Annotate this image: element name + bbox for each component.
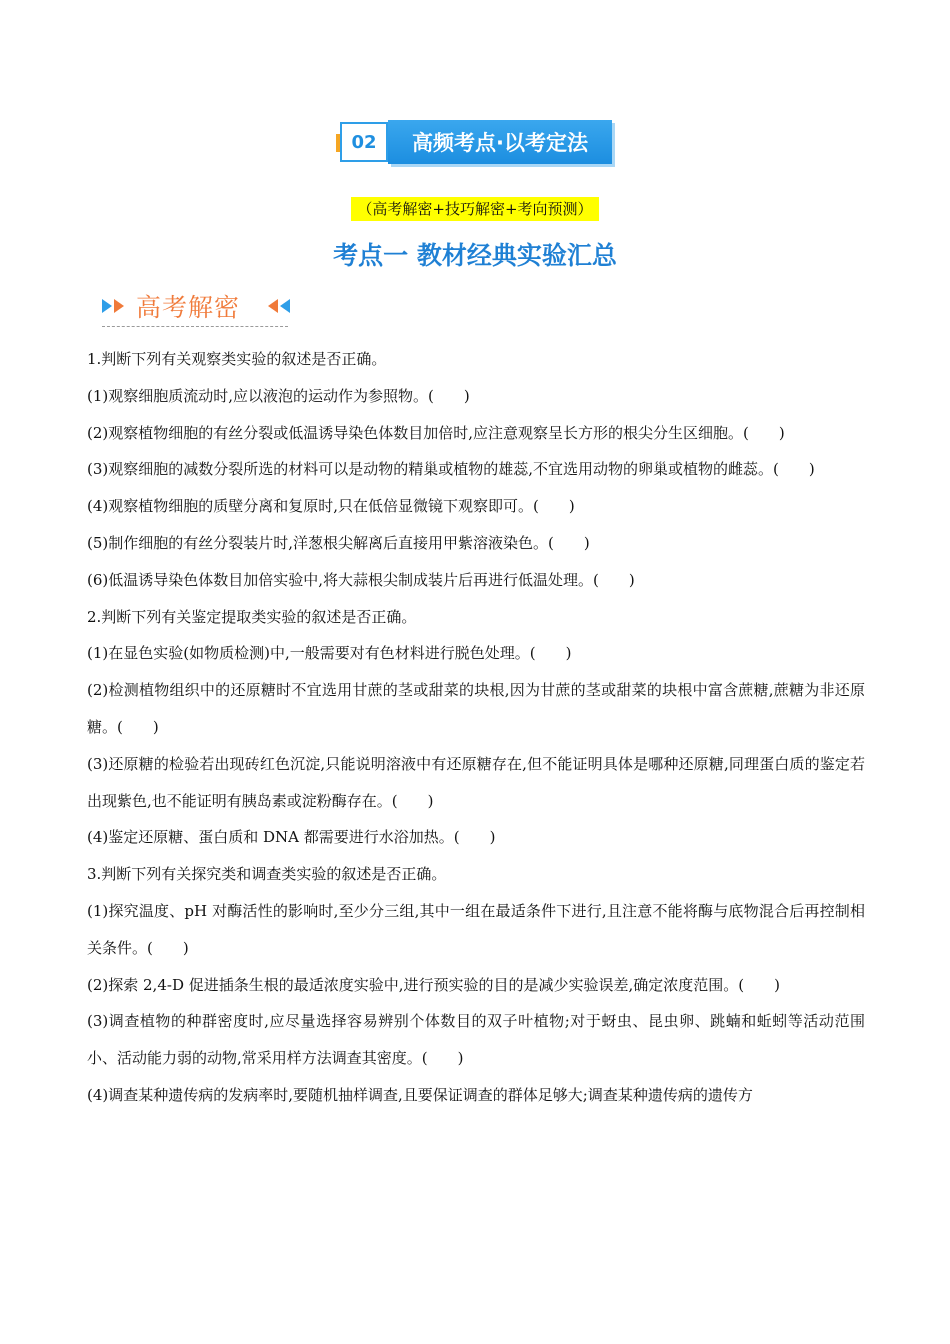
question-item: (2)探索 2,4-D 促进插条生根的最适浓度实验中,进行预实验的目的是减少实验误差,确定浓度范围。( ) [87, 975, 780, 994]
question-item: (3)调查植物的种群密度时,应尽量选择容易辨别个体数目的双子叶植物;对于蚜虫、昆虫卵、跳蝻和蚯蚓等活动范围小、活动能力弱的动物,常采用样方法调查其密度。( ) [87, 1012, 865, 1068]
banner-number: 02 [340, 122, 388, 162]
question-item: (4)调查某种遗传病的发病率时,要随机抽样调查,且要保证调查的群体足够大;调查某种遗传病的遗传方 [87, 1085, 753, 1104]
page-title: 考点一 教材经典实验汇总 [333, 241, 617, 270]
question-heading: 3.判断下列有关探究类和调查类实验的叙述是否正确。 [87, 865, 447, 884]
question-body [87, 341, 865, 1114]
double-arrow-left-icon [260, 299, 290, 313]
question-item: (3)还原糖的检验若出现砖红色沉淀,只能说明溶液中有还原糖存在,但不能证明具体是哪种还原糖,同理蛋白质的鉴定若出现紫色,也不能证明有胰岛素或淀粉酶存在。( ) [87, 754, 865, 810]
banner-title: 高频考点·以考定法 [388, 120, 612, 164]
question-item: (1)观察细胞质流动时,应以液泡的运动作为参照物。( ) [87, 386, 470, 405]
question-item: (5)制作细胞的有丝分裂装片时,洋葱根尖解离后直接用甲紫溶液染色。( ) [87, 533, 590, 552]
question-item: (2)检测植物组织中的还原糖时不宜选用甘蔗的茎或甜菜的块根,因为甘蔗的茎或甜菜的块根中富含蔗糖,蔗糖为非还原糖。( ) [87, 681, 865, 736]
section-header-title: 高考解密 [136, 293, 241, 322]
section-divider [102, 326, 288, 327]
double-arrow-right-icon [102, 299, 132, 313]
question-item: (1)探究温度、pH 对酶活性的影响时,至少分三组,其中一组在最适条件下进行,且注意不能将酶与底物混合后再控制相关条件。( ) [87, 901, 865, 957]
question-item: (1)在显色实验(如物质检测)中,一般需要对有色材料进行脱色处理。( ) [87, 644, 572, 663]
section-header [102, 286, 288, 328]
subtitle-row [0, 197, 950, 221]
question-item: (6)低温诱导染色体数目加倍实验中,将大蒜根尖制成装片后再进行低温处理。( ) [87, 570, 635, 589]
question-item: (2)观察植物细胞的有丝分裂或低温诱导染色体数目加倍时,应注意观察呈长方形的根尖分生区细胞。( ) [87, 423, 785, 442]
subtitle-highlight: （高考解密+技巧解密+考向预测） [351, 197, 598, 221]
question-heading: 1.判断下列有关观察类实验的叙述是否正确。 [87, 350, 387, 368]
question-item: (3)观察细胞的减数分裂所选的材料可以是动物的精巢或植物的雄蕊,不宜选用动物的卵巢或植物的雌蕊。( ) [87, 460, 815, 479]
question-item: (4)观察植物细胞的质壁分离和复原时,只在低倍显微镜下观察即可。( ) [87, 497, 575, 516]
question-heading: 2.判断下列有关鉴定提取类实验的叙述是否正确。 [87, 607, 417, 626]
section-banner [340, 120, 612, 164]
question-item: (4)鉴定还原糖、蛋白质和 DNA 都需要进行水浴加热。( ) [87, 828, 496, 847]
